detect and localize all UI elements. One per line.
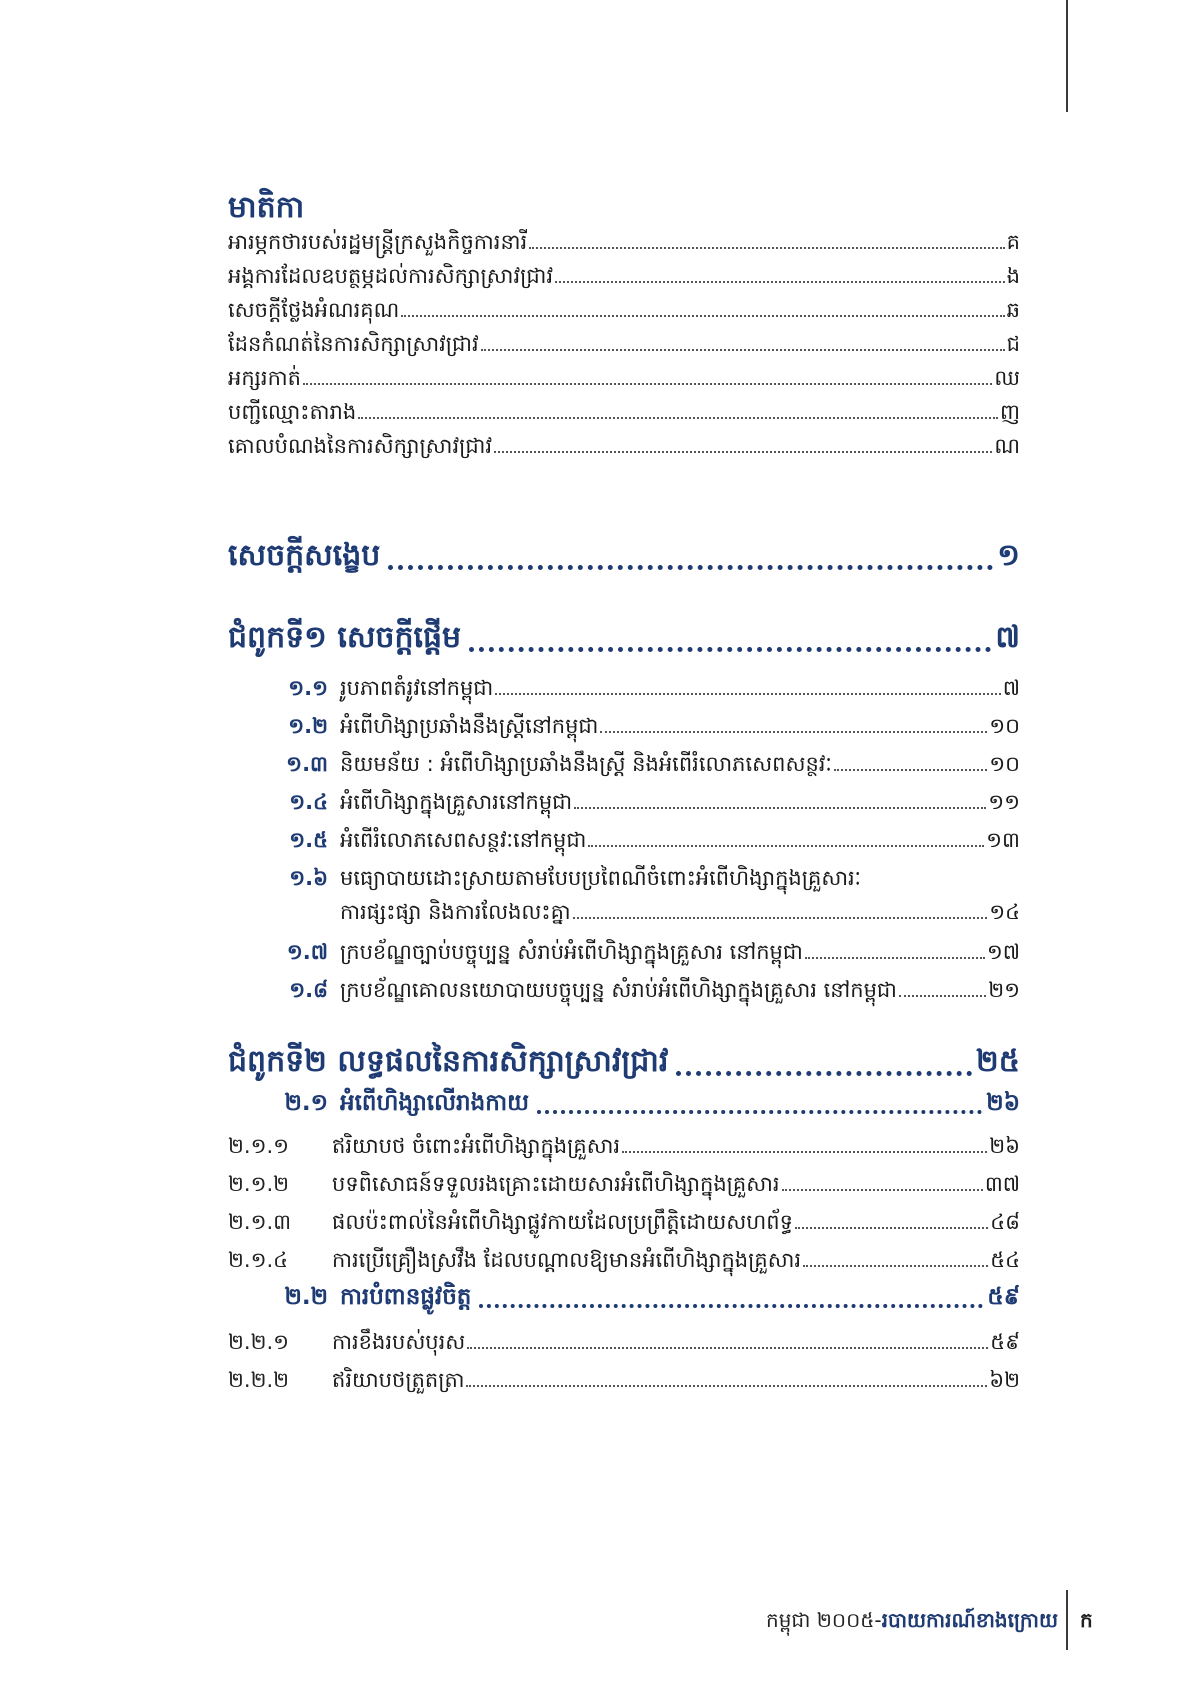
leader-dots: [358, 417, 998, 419]
leader-dots: [303, 383, 992, 385]
toc-entry[interactable]: អក្សរកាត់ ឈ: [228, 366, 1020, 390]
leader-dots: [622, 1151, 987, 1153]
toc-entry[interactable]: ១.២ អំពើហិង្សាប្រឆាំងនឹងស្ត្រីនៅកម្ពុជា ១០: [288, 714, 1020, 738]
leader-dots: [795, 1227, 988, 1229]
toc-entry[interactable]: ១.៣ និយមន័យ : អំពើហិង្សាប្រឆាំងនឹងស្ត្រី និងអំពើរំលោភសេពសន្ថវៈ ១០: [286, 752, 1020, 776]
leader-dots: [401, 315, 1004, 317]
toc-entry-continued[interactable]: ការផ្សះផ្សា និងការលែងលះគ្នា ១៤: [340, 900, 1020, 924]
page-number: ក: [1080, 1608, 1093, 1632]
leader-dots: [573, 917, 988, 919]
top-rule: [1066, 0, 1068, 112]
toc-chapter-1[interactable]: ជំពូកទី១ សេចក្តីផ្តើម ៧: [228, 620, 1020, 655]
toc-entry[interactable]: អារម្ភកថារបស់រដ្ឋមន្ត្រីក្រសួងកិច្ចការនារី គ: [228, 230, 1020, 254]
leader-dots: [495, 693, 1000, 695]
leader-dots: [803, 1265, 988, 1267]
toc-entry[interactable]: ២.១.៣ ផលប៉ះពាល់នៃអំពើហិង្សាផ្លូវកាយដែលប្រព្រឹត្តិដោយសហព័ទ្ធ ៤៨: [228, 1210, 1020, 1234]
toc-entry[interactable]: ១.៥ អំពើរំលោភសេពសន្ថវៈនៅកម្ពុជា ១៣: [289, 828, 1020, 852]
leader-dots: [574, 807, 986, 809]
leader-dots: [537, 1110, 982, 1114]
leader-dots: [555, 281, 1005, 283]
toc-section-2-1[interactable]: ២.១ អំពើហិង្សាលើរាងកាយ ២៦: [284, 1090, 1020, 1116]
toc-entry[interactable]: ២.១.២ បទពិសោធន៍ទទួលរងគ្រោះដោយសារអំពើហិង្សាក្នុងគ្រួសារ ៣៧: [228, 1172, 1020, 1196]
toc-entry[interactable]: ដែនកំណត់នៃការសិក្សាស្រាវជ្រាវ ជ: [228, 332, 1020, 356]
leader-dots: [899, 995, 986, 997]
toc-entry[interactable]: ១.៤ អំពើហិង្សាក្នុងគ្រួសារនៅកម្ពុជា ១១: [289, 790, 1020, 814]
toc-summary-entry[interactable]: សេចក្តីសង្ខេប ១: [228, 538, 1020, 573]
leader-dots: [494, 451, 992, 453]
page-footer: [740, 1602, 1058, 1642]
toc-entry[interactable]: សេចក្តីថ្លែងអំណរគុណ ឆ: [228, 298, 1020, 322]
toc-entry[interactable]: បញ្ជីឈ្មោះតារាង ញ: [228, 400, 1020, 424]
toc-entry[interactable]: ១.៧ ក្របខ័ណ្ឌច្បាប់បច្ចុប្បន្ន សំរាប់អំពើហិង្សាក្នុងគ្រួសារ នៅកម្ពុជា ១៧: [286, 940, 1020, 964]
leader-dots: [782, 1189, 983, 1191]
leader-dots: [676, 1071, 972, 1076]
toc-entry[interactable]: ១.៦ មធ្យោបាយដោះស្រាយតាមបែបប្រពៃណីចំពោះអំពើហិង្សាក្នុងគ្រួសារៈ: [289, 866, 862, 890]
toc-entry[interactable]: ១.១ រូបភាពតំរូវនៅកម្ពុជា ៧: [288, 676, 1020, 700]
footer-place: កម្ពុជា ២០០៥-: [766, 1608, 882, 1632]
leader-dots: [588, 845, 984, 847]
leader-dots: [834, 769, 987, 771]
toc-entry[interactable]: ១.៨ ក្របខ័ណ្ឌគោលនយោបាយបច្ចុប្បន្ន សំរាប់អំពើហិង្សាក្នុងគ្រួសារ នៅកម្ពុជា ២១: [289, 978, 1020, 1002]
footer-rule: [1066, 1590, 1068, 1650]
toc-entry[interactable]: អង្គការដែលឧបត្ថម្ភដល់ការសិក្សាស្រាវជ្រាវ ង: [228, 264, 1020, 288]
toc-section-2-2[interactable]: ២.២ ការបំពានផ្លូវចិត្ត ៥៩: [284, 1284, 1020, 1310]
toc-chapter-2[interactable]: ជំពូកទី២ លទ្ធផលនៃការសិក្សាស្រាវជ្រាវ ២៥: [228, 1044, 1020, 1079]
leader-dots: [469, 647, 991, 652]
leader-dots: [529, 247, 1005, 249]
toc-entry[interactable]: ២.១.១ ឥរិយាបថ ចំពោះអំពើហិង្សាក្នុងគ្រួសារ ២៦: [228, 1134, 1020, 1158]
toc-entry[interactable]: ២.១.៤ ការប្រើគ្រឿងស្រវឹង ដែលបណ្តាលឱ្យមានអំពើហិង្សាក្នុងគ្រួសារ ៥៤: [228, 1248, 1020, 1272]
toc-heading: មាតិកា: [228, 190, 305, 225]
leader-dots: [467, 1347, 988, 1349]
leader-dots: [479, 1304, 983, 1308]
leader-dots: [466, 1385, 987, 1387]
toc-entry[interactable]: គោលបំណងនៃការសិក្សាស្រាវជ្រាវ ណ: [228, 434, 1020, 458]
toc-entry[interactable]: ២.២.២ ឥរិយាបថត្រួតត្រា ៦២: [228, 1368, 1020, 1392]
footer-title: របាយការណ៍ខាងក្រោយ: [881, 1608, 1058, 1632]
leader-dots: [805, 957, 985, 959]
leader-dots: [388, 565, 993, 570]
toc-entry[interactable]: ២.២.១ ការខឹងរបស់បុរស ៥៩: [228, 1330, 1020, 1354]
leader-dots: [481, 349, 1005, 351]
leader-dots: [600, 731, 987, 733]
